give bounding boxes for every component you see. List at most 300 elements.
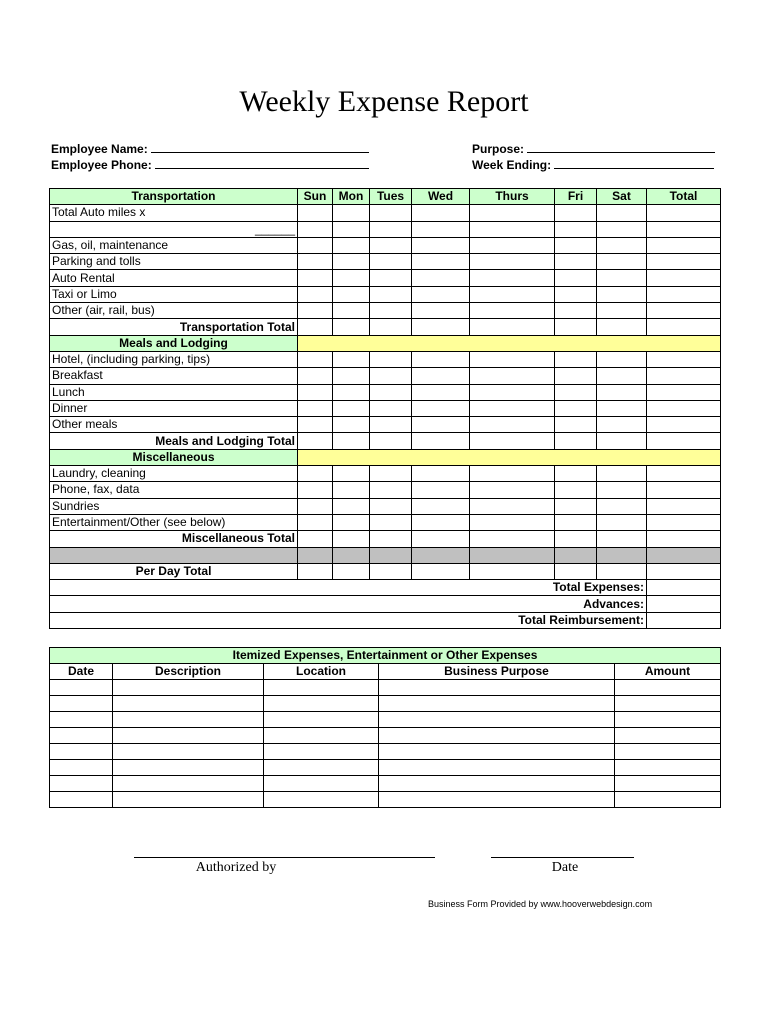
cell-sat[interactable] (597, 270, 647, 286)
itemized-cell-amount[interactable] (615, 728, 721, 744)
cell-tues[interactable] (370, 466, 412, 482)
cell-mon[interactable] (333, 319, 370, 335)
transportation-row (50, 254, 721, 270)
itemized-cell-amount[interactable] (615, 792, 721, 808)
cell-wed[interactable] (412, 205, 470, 221)
cell-fri[interactable] (555, 466, 597, 482)
cell-sat[interactable] (597, 433, 647, 449)
cell-total[interactable] (647, 351, 721, 367)
itemized-cell-amount[interactable] (615, 712, 721, 728)
grey-separator-row (50, 547, 721, 563)
itemized-cell-business-purpose[interactable] (379, 696, 615, 712)
separator-cell (50, 547, 298, 563)
itemized-cell-business-purpose[interactable] (379, 744, 615, 760)
cell-mon[interactable] (333, 531, 370, 547)
itemized-cell-location[interactable] (264, 744, 379, 760)
column-header-tues: Tues (370, 189, 412, 205)
misc-row (50, 498, 721, 514)
cell-mon[interactable] (333, 254, 370, 270)
cell-thurs[interactable] (470, 237, 555, 253)
row-label: Per Day Total (50, 563, 298, 579)
transportation-row (50, 221, 721, 237)
column-header-thurs: Thurs (470, 189, 555, 205)
cell-fri[interactable] (555, 400, 597, 416)
total-reimbursement-label: Total Reimbursement: (50, 612, 647, 628)
total-reimbursement-row (50, 612, 721, 628)
cell-mon[interactable] (333, 482, 370, 498)
itemized-cell-description[interactable] (113, 712, 264, 728)
itemized-cell-amount[interactable] (615, 776, 721, 792)
transportation-row (50, 237, 721, 253)
cell-thurs[interactable] (470, 498, 555, 514)
cell-fri[interactable] (555, 531, 597, 547)
cell-total[interactable] (647, 433, 721, 449)
expense-header-row (50, 189, 721, 205)
expense-table (49, 188, 721, 629)
itemized-cell-amount[interactable] (615, 744, 721, 760)
cell-thurs[interactable] (470, 286, 555, 302)
cell-sat[interactable] (597, 531, 647, 547)
itemized-cell-business-purpose[interactable] (379, 792, 615, 808)
cell-sat[interactable] (597, 319, 647, 335)
employee-name-field[interactable] (151, 141, 369, 153)
cell-mon[interactable] (333, 368, 370, 384)
cell-mon[interactable] (333, 351, 370, 367)
cell-tues[interactable] (370, 482, 412, 498)
row-label: Other meals (50, 417, 298, 433)
cell-fri[interactable] (555, 384, 597, 400)
row-label: Breakfast (50, 368, 298, 384)
row-label: Sundries (50, 498, 298, 514)
cell-tues[interactable] (370, 286, 412, 302)
itemized-row (50, 776, 721, 792)
row-label: Laundry, cleaning (50, 466, 298, 482)
meals-row (50, 400, 721, 416)
row-label: Auto Rental (50, 270, 298, 286)
cell-total[interactable] (647, 563, 721, 579)
transportation-total-row (50, 319, 721, 335)
cell-sat[interactable] (597, 303, 647, 319)
advances-value[interactable] (647, 596, 721, 612)
cell-mon[interactable] (333, 221, 370, 237)
cell-tues[interactable] (370, 514, 412, 530)
itemized-cell-description[interactable] (113, 776, 264, 792)
cell-wed[interactable] (412, 254, 470, 270)
cell-sun[interactable] (298, 482, 333, 498)
cell-thurs[interactable] (470, 205, 555, 221)
cell-thurs[interactable] (470, 254, 555, 270)
separator-cell (370, 547, 412, 563)
cell-sun[interactable] (298, 221, 333, 237)
itemized-cell-location[interactable] (264, 696, 379, 712)
meals-lodging-header: Meals and Lodging (50, 335, 298, 351)
cell-total[interactable] (647, 319, 721, 335)
itemized-cell-location[interactable] (264, 680, 379, 696)
total-expenses-row (50, 580, 721, 596)
cell-sat[interactable] (597, 254, 647, 270)
itemized-cell-date[interactable] (50, 760, 113, 776)
advances-row (50, 596, 721, 612)
cell-sat[interactable] (597, 205, 647, 221)
cell-tues[interactable] (370, 254, 412, 270)
cell-sun[interactable] (298, 384, 333, 400)
row-label: Entertainment/Other (see below) (50, 514, 298, 530)
separator-cell (412, 547, 470, 563)
row-label: Hotel, (including parking, tips) (50, 351, 298, 367)
cell-sun[interactable] (298, 319, 333, 335)
column-header-sun: Sun (298, 189, 333, 205)
itemized-cell-date[interactable] (50, 696, 113, 712)
misc-row (50, 514, 721, 530)
cell-tues[interactable] (370, 303, 412, 319)
cell-sat[interactable] (597, 482, 647, 498)
meals-row (50, 384, 721, 400)
cell-fri[interactable] (555, 270, 597, 286)
cell-wed[interactable] (412, 368, 470, 384)
cell-tues[interactable] (370, 498, 412, 514)
purpose-label: Purpose: (472, 142, 525, 156)
cell-tues[interactable] (370, 433, 412, 449)
misc-total-row (50, 531, 721, 547)
itemized-cell-amount[interactable] (615, 760, 721, 776)
cell-sun[interactable] (298, 563, 333, 579)
cell-thurs[interactable] (470, 400, 555, 416)
cell-total[interactable] (647, 417, 721, 433)
itemized-table (49, 647, 721, 808)
separator-cell (470, 547, 555, 563)
row-label: Phone, fax, data (50, 482, 298, 498)
column-header-description: Description (113, 664, 264, 680)
itemized-cell-date[interactable] (50, 728, 113, 744)
itemized-header-row (50, 664, 721, 680)
separator-cell (597, 547, 647, 563)
column-header-date: Date (50, 664, 113, 680)
employee-name-row (51, 141, 369, 157)
itemized-cell-location[interactable] (264, 728, 379, 744)
cell-sun[interactable] (298, 531, 333, 547)
week-ending-row (472, 157, 714, 173)
itemized-row (50, 680, 721, 696)
cell-wed[interactable] (412, 319, 470, 335)
cell-total[interactable] (647, 270, 721, 286)
cell-sun[interactable] (298, 237, 333, 253)
misc-row (50, 482, 721, 498)
cell-thurs[interactable] (470, 270, 555, 286)
column-header-amount: Amount (615, 664, 721, 680)
column-header-location: Location (264, 664, 379, 680)
cell-wed[interactable] (412, 433, 470, 449)
itemized-cell-business-purpose[interactable] (379, 728, 615, 744)
cell-wed[interactable] (412, 286, 470, 302)
row-label: Gas, oil, maintenance (50, 237, 298, 253)
itemized-cell-business-purpose[interactable] (379, 712, 615, 728)
cell-mon[interactable] (333, 205, 370, 221)
cell-wed[interactable] (412, 384, 470, 400)
itemized-cell-date[interactable] (50, 792, 113, 808)
cell-tues[interactable] (370, 319, 412, 335)
miscellaneous-header-row (50, 449, 721, 465)
employee-phone-label: Employee Phone: (51, 158, 152, 172)
cell-thurs[interactable] (470, 303, 555, 319)
cell-sun[interactable] (298, 351, 333, 367)
authorized-by-label: Authorized by (195, 860, 277, 875)
total-expenses-label: Total Expenses: (50, 580, 647, 596)
cell-wed[interactable] (412, 482, 470, 498)
cell-tues[interactable] (370, 270, 412, 286)
cell-mon[interactable] (333, 400, 370, 416)
cell-thurs[interactable] (470, 319, 555, 335)
cell-fri[interactable] (555, 286, 597, 302)
employee-phone-field[interactable] (155, 157, 369, 169)
week-ending-field[interactable] (554, 157, 714, 169)
itemized-cell-amount[interactable] (615, 680, 721, 696)
cell-thurs[interactable] (470, 433, 555, 449)
cell-total[interactable] (647, 221, 721, 237)
meals-row (50, 368, 721, 384)
cell-thurs[interactable] (470, 351, 555, 367)
cell-sun[interactable] (298, 466, 333, 482)
cell-sat[interactable] (597, 368, 647, 384)
cell-mon[interactable] (333, 563, 370, 579)
cell-tues[interactable] (370, 563, 412, 579)
cell-total[interactable] (647, 303, 721, 319)
cell-thurs[interactable] (470, 563, 555, 579)
purpose-row (472, 141, 715, 157)
cell-wed[interactable] (412, 351, 470, 367)
cell-sun[interactable] (298, 400, 333, 416)
cell-fri[interactable] (555, 563, 597, 579)
itemized-cell-location[interactable] (264, 792, 379, 808)
transportation-row (50, 205, 721, 221)
cell-mon[interactable] (333, 417, 370, 433)
row-label: Transportation Total (50, 319, 298, 335)
meals-row (50, 417, 721, 433)
itemized-row (50, 760, 721, 776)
itemized-row (50, 696, 721, 712)
cell-tues[interactable] (370, 205, 412, 221)
column-header-fri: Fri (555, 189, 597, 205)
row-label: Miscellaneous Total (50, 531, 298, 547)
cell-sat[interactable] (597, 351, 647, 367)
cell-fri[interactable] (555, 221, 597, 237)
row-label: Dinner (50, 400, 298, 416)
itemized-cell-description[interactable] (113, 744, 264, 760)
column-header-sat: Sat (597, 189, 647, 205)
cell-sun[interactable] (298, 368, 333, 384)
meals-lodging-header-row (50, 335, 721, 351)
cell-tues[interactable] (370, 237, 412, 253)
cell-fri[interactable] (555, 498, 597, 514)
cell-mon[interactable] (333, 270, 370, 286)
cell-fri[interactable] (555, 237, 597, 253)
column-header-wed: Wed (412, 189, 470, 205)
itemized-cell-description[interactable] (113, 728, 264, 744)
total-reimbursement-value[interactable] (647, 612, 721, 628)
itemized-cell-description[interactable] (113, 792, 264, 808)
miscellaneous-header-band (298, 449, 721, 465)
itemized-cell-amount[interactable] (615, 696, 721, 712)
misc-row (50, 466, 721, 482)
cell-total[interactable] (647, 205, 721, 221)
cell-sat[interactable] (597, 237, 647, 253)
cell-thurs[interactable] (470, 417, 555, 433)
row-label: ______ (50, 221, 298, 237)
cell-sun[interactable] (298, 514, 333, 530)
cell-mon[interactable] (333, 286, 370, 302)
cell-fri[interactable] (555, 417, 597, 433)
cell-tues[interactable] (370, 531, 412, 547)
itemized-cell-description[interactable] (113, 760, 264, 776)
purpose-field[interactable] (527, 141, 715, 153)
itemized-cell-business-purpose[interactable] (379, 776, 615, 792)
cell-mon[interactable] (333, 384, 370, 400)
cell-total[interactable] (647, 514, 721, 530)
cell-sat[interactable] (597, 400, 647, 416)
cell-tues[interactable] (370, 221, 412, 237)
cell-fri[interactable] (555, 482, 597, 498)
cell-total[interactable] (647, 466, 721, 482)
cell-thurs[interactable] (470, 368, 555, 384)
cell-wed[interactable] (412, 498, 470, 514)
cell-sun[interactable] (298, 254, 333, 270)
row-label: Lunch (50, 384, 298, 400)
cell-fri[interactable] (555, 433, 597, 449)
cell-tues[interactable] (370, 384, 412, 400)
cell-sat[interactable] (597, 286, 647, 302)
itemized-cell-location[interactable] (264, 760, 379, 776)
employee-phone-row (51, 157, 369, 173)
cell-total[interactable] (647, 482, 721, 498)
transportation-row (50, 286, 721, 302)
advances-label: Advances: (50, 596, 647, 612)
cell-mon[interactable] (333, 498, 370, 514)
transportation-row (50, 270, 721, 286)
cell-sun[interactable] (298, 270, 333, 286)
cell-sat[interactable] (597, 384, 647, 400)
row-label: Other (air, rail, bus) (50, 303, 298, 319)
cell-mon[interactable] (333, 433, 370, 449)
cell-wed[interactable] (412, 563, 470, 579)
row-label: Meals and Lodging Total (50, 433, 298, 449)
cell-sat[interactable] (597, 498, 647, 514)
separator-cell (555, 547, 597, 563)
cell-thurs[interactable] (470, 482, 555, 498)
cell-thurs[interactable] (470, 221, 555, 237)
itemized-row (50, 728, 721, 744)
date-label: Date (551, 860, 579, 875)
itemized-cell-date[interactable] (50, 744, 113, 760)
cell-sat[interactable] (597, 514, 647, 530)
cell-total[interactable] (647, 384, 721, 400)
cell-fri[interactable] (555, 254, 597, 270)
cell-fri[interactable] (555, 351, 597, 367)
cell-sat[interactable] (597, 221, 647, 237)
itemized-cell-business-purpose[interactable] (379, 680, 615, 696)
cell-sun[interactable] (298, 498, 333, 514)
cell-fri[interactable] (555, 205, 597, 221)
cell-mon[interactable] (333, 237, 370, 253)
cell-wed[interactable] (412, 400, 470, 416)
footer-credit: Business Form Provided by www.hooverwebdesign.com (428, 899, 653, 909)
date-signature-line[interactable] (491, 857, 634, 858)
itemized-cell-business-purpose[interactable] (379, 760, 615, 776)
cell-wed[interactable] (412, 417, 470, 433)
itemized-cell-location[interactable] (264, 712, 379, 728)
itemized-cell-description[interactable] (113, 696, 264, 712)
cell-tues[interactable] (370, 368, 412, 384)
cell-total[interactable] (647, 254, 721, 270)
cell-total[interactable] (647, 237, 721, 253)
week-ending-label: Week Ending: (472, 158, 552, 172)
itemized-cell-description[interactable] (113, 680, 264, 696)
cell-tues[interactable] (370, 400, 412, 416)
authorized-signature-line[interactable] (134, 857, 435, 858)
cell-fri[interactable] (555, 319, 597, 335)
cell-total[interactable] (647, 498, 721, 514)
cell-wed[interactable] (412, 237, 470, 253)
column-header-business-purpose: Business Purpose (379, 664, 615, 680)
cell-sat[interactable] (597, 466, 647, 482)
row-label: Parking and tolls (50, 254, 298, 270)
meals-lodging-header-band (298, 335, 721, 351)
cell-sun[interactable] (298, 286, 333, 302)
column-header-mon: Mon (333, 189, 370, 205)
cell-tues[interactable] (370, 417, 412, 433)
cell-mon[interactable] (333, 466, 370, 482)
cell-sat[interactable] (597, 417, 647, 433)
cell-wed[interactable] (412, 270, 470, 286)
cell-wed[interactable] (412, 466, 470, 482)
cell-total[interactable] (647, 400, 721, 416)
itemized-cell-date[interactable] (50, 680, 113, 696)
cell-thurs[interactable] (470, 514, 555, 530)
cell-fri[interactable] (555, 303, 597, 319)
per-day-total-row (50, 563, 721, 579)
cell-mon[interactable] (333, 514, 370, 530)
itemized-cell-date[interactable] (50, 712, 113, 728)
itemized-row (50, 712, 721, 728)
total-expenses-value[interactable] (647, 580, 721, 596)
cell-wed[interactable] (412, 303, 470, 319)
itemized-row (50, 744, 721, 760)
itemized-row (50, 792, 721, 808)
cell-thurs[interactable] (470, 466, 555, 482)
separator-cell (647, 547, 721, 563)
cell-sat[interactable] (597, 563, 647, 579)
cell-sun[interactable] (298, 303, 333, 319)
cell-thurs[interactable] (470, 384, 555, 400)
cell-wed[interactable] (412, 531, 470, 547)
cell-wed[interactable] (412, 221, 470, 237)
cell-tues[interactable] (370, 351, 412, 367)
cell-sun[interactable] (298, 205, 333, 221)
cell-thurs[interactable] (470, 531, 555, 547)
cell-mon[interactable] (333, 303, 370, 319)
cell-fri[interactable] (555, 368, 597, 384)
cell-fri[interactable] (555, 514, 597, 530)
separator-cell (298, 547, 333, 563)
itemized-cell-date[interactable] (50, 776, 113, 792)
cell-wed[interactable] (412, 514, 470, 530)
itemized-cell-location[interactable] (264, 776, 379, 792)
separator-cell (333, 547, 370, 563)
cell-total[interactable] (647, 368, 721, 384)
row-label: Taxi or Limo (50, 286, 298, 302)
cell-total[interactable] (647, 531, 721, 547)
cell-sun[interactable] (298, 433, 333, 449)
cell-total[interactable] (647, 286, 721, 302)
cell-sun[interactable] (298, 417, 333, 433)
